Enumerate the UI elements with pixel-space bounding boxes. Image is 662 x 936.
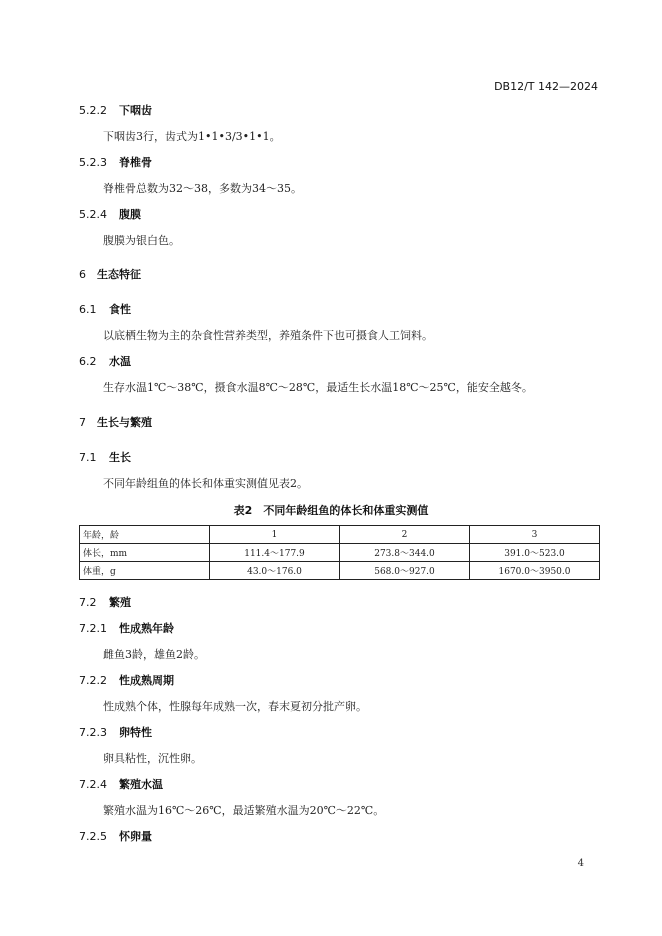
heading-number: 7	[79, 416, 86, 429]
heading-number: 7.2	[79, 596, 97, 609]
paragraph-5-2-4: 腹膜为银白色。	[103, 234, 180, 247]
heading-title: 怀卵量	[119, 830, 152, 843]
heading-title: 生长与繁殖	[97, 416, 152, 429]
table-header-cell: 3	[470, 526, 600, 544]
heading-title: 繁殖水温	[119, 778, 163, 791]
heading-5-2-4	[79, 206, 141, 222]
heading-7-2	[79, 594, 131, 610]
heading-7-2-2	[79, 672, 174, 688]
table-header-cell: 年龄，龄	[80, 526, 210, 544]
paragraph-5-2-3: 脊椎骨总数为32～38，多数为34～35。	[103, 182, 302, 195]
heading-6-2	[79, 353, 131, 369]
heading-title: 生长	[109, 451, 131, 464]
heading-7-2-4	[79, 776, 163, 792]
table-cell: 1670.0～3950.0	[470, 562, 600, 580]
heading-7	[79, 414, 152, 430]
table-cell: 体重，g	[80, 562, 210, 580]
heading-number: 6.2	[79, 355, 97, 368]
data-table	[79, 525, 600, 580]
paragraph-7-2-2: 性成熟个体，性腺每年成熟一次，春末夏初分批产卵。	[103, 700, 367, 713]
paragraph-7-1: 不同年龄组鱼的体长和体重实测值见表2。	[103, 477, 308, 490]
paragraph-7-2-1: 雌鱼3龄，雄鱼2龄。	[103, 648, 205, 661]
heading-number: 5.2.2	[79, 104, 107, 117]
table-cell: 568.0～927.0	[340, 562, 470, 580]
heading-title: 食性	[109, 303, 131, 316]
heading-number: 5.2.4	[79, 208, 107, 221]
table-caption: 表2 不同年龄组鱼的体长和体重实测值	[233, 504, 429, 517]
heading-title: 繁殖	[109, 596, 131, 609]
heading-7-1	[79, 449, 131, 465]
heading-7-2-1	[79, 620, 174, 636]
heading-5-2-3	[79, 154, 152, 170]
paragraph-5-2-2: 下咽齿3行，齿式为1•1•3/3•1•1。	[103, 130, 281, 143]
heading-number: 7.2.3	[79, 726, 107, 739]
paragraph-7-2-3: 卵具粘性，沉性卵。	[103, 752, 202, 765]
heading-number: 7.2.5	[79, 830, 107, 843]
heading-title: 生态特征	[97, 268, 141, 281]
heading-7-2-5	[79, 828, 152, 844]
paragraph-6-2: 生存水温1℃～38℃，摄食水温8℃～28℃，最适生长水温18℃～25℃，能安全越冬。	[103, 381, 533, 394]
table-cell: 273.8～344.0	[340, 544, 470, 562]
table-row	[80, 562, 600, 580]
page-number: 4	[577, 858, 584, 869]
heading-title: 性成熟年龄	[119, 622, 174, 635]
heading-6-1	[79, 301, 131, 317]
table-header-cell: 2	[340, 526, 470, 544]
heading-title: 性成熟周期	[119, 674, 174, 687]
table-cell: 391.0～523.0	[470, 544, 600, 562]
heading-title: 下咽齿	[119, 104, 152, 117]
table-cell: 43.0～176.0	[210, 562, 340, 580]
table-row	[80, 544, 600, 562]
heading-number: 6	[79, 268, 86, 281]
table-cell: 111.4～177.9	[210, 544, 340, 562]
document-code: DB12/T 142—2024	[494, 80, 598, 93]
heading-title: 腹膜	[119, 208, 141, 221]
heading-5-2-2	[79, 102, 152, 118]
heading-title: 水温	[109, 355, 131, 368]
table-header-cell: 1	[210, 526, 340, 544]
heading-6	[79, 266, 141, 282]
heading-number: 6.1	[79, 303, 97, 316]
heading-number: 7.2.1	[79, 622, 107, 635]
heading-number: 7.2.4	[79, 778, 107, 791]
heading-number: 7.1	[79, 451, 97, 464]
heading-number: 7.2.2	[79, 674, 107, 687]
paragraph-7-2-4: 繁殖水温为16℃～26℃，最适繁殖水温为20℃～22℃。	[103, 804, 385, 817]
table-header-row	[80, 526, 600, 544]
heading-title: 卵特性	[119, 726, 152, 739]
heading-7-2-3	[79, 724, 152, 740]
paragraph-6-1: 以底栖生物为主的杂食性营养类型，养殖条件下也可摄食人工饲料。	[103, 329, 433, 342]
heading-title: 脊椎骨	[119, 156, 152, 169]
table-cell: 体长，mm	[80, 544, 210, 562]
heading-number: 5.2.3	[79, 156, 107, 169]
